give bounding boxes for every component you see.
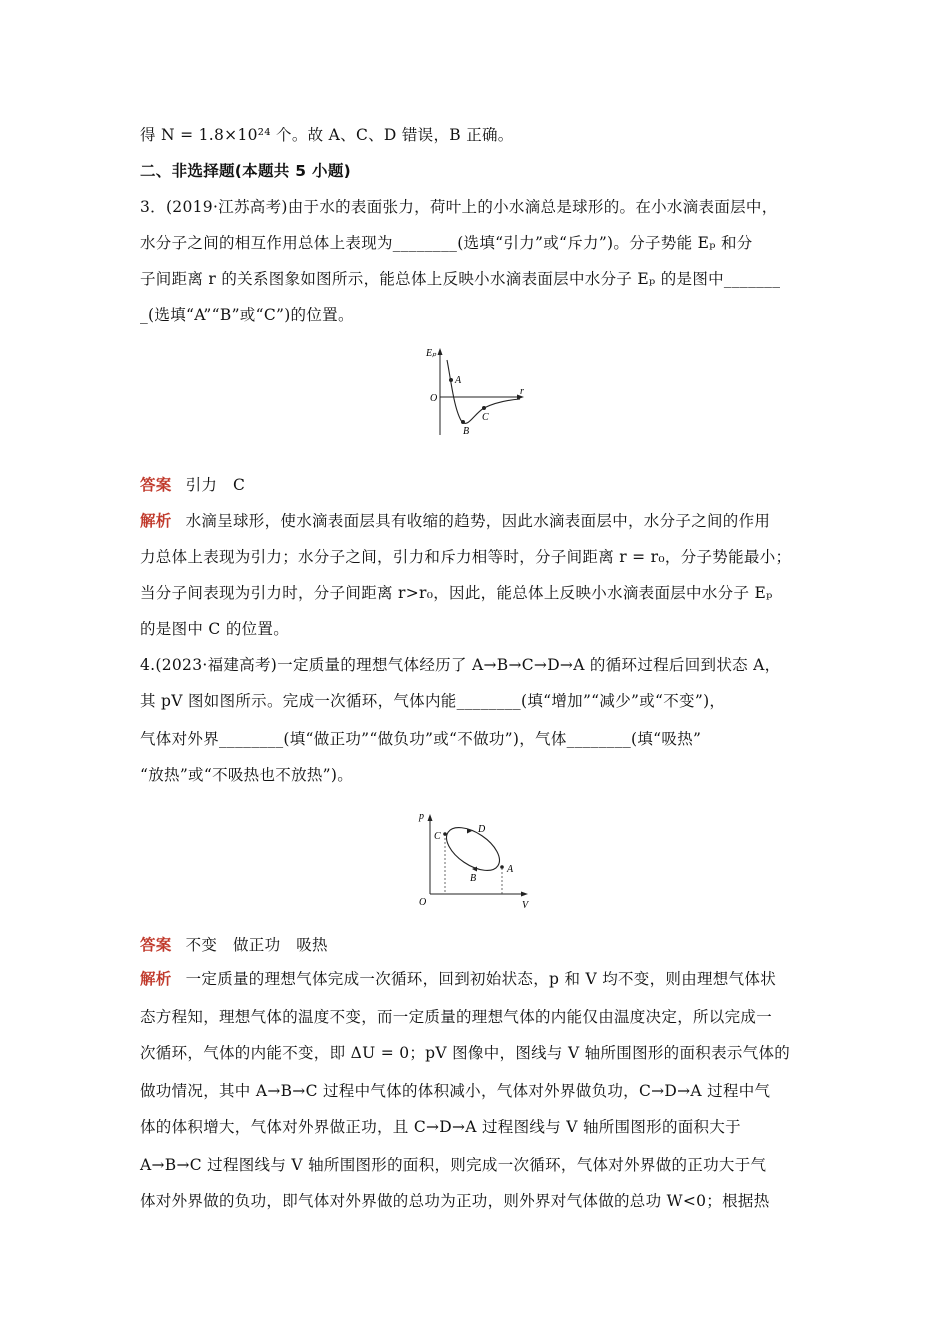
question-3-line: _(选填“A”“B”或“C”)的位置。	[140, 306, 354, 324]
v-axis-arrow	[521, 892, 528, 897]
point-c	[482, 406, 486, 410]
question-4-line: 4.(2023·福建高考)一定质量的理想气体经历了 A→B→C→D→A 的循环过程后回到状态 A，	[140, 656, 781, 674]
answer-text: 引力 C	[185, 476, 246, 494]
question-3-line: 3．(2019·江苏高考)由于水的表面张力，荷叶上的小水滴总是球形的。在小水滴表面层中，	[140, 198, 778, 216]
analysis-line: 态方程知，理想气体的温度不变，而一定质量的理想气体的内能仅由温度决定，所以完成一	[140, 1008, 773, 1026]
analysis-line: 的是图中 C 的位置。	[140, 620, 290, 638]
point-a	[500, 865, 504, 869]
analysis-label: 解析	[140, 970, 172, 988]
analysis-text: 水滴呈球形，使水滴表面层具有收缩的趋势，因此水滴表面层中，水分子之间的作用	[185, 512, 771, 530]
point-c-label: C	[434, 831, 441, 842]
point-c	[443, 832, 447, 836]
analysis-line: 体对外界做的负功，即气体对外界做的总功为正功，则外界对气体做的总功 W<0；根据热	[140, 1192, 770, 1210]
pv-figure	[410, 806, 540, 914]
section-heading: 二、非选择题(本题共 5 小题)	[140, 162, 352, 180]
p-axis-label: p	[419, 811, 424, 822]
p-axis-arrow	[428, 814, 433, 821]
y-axis-arrow	[438, 348, 443, 355]
cycle-ellipse	[439, 819, 507, 879]
point-b-label: B	[470, 873, 477, 884]
question-3-line: 子间距离 r 的关系图象如图所示，能总体上反映小水滴表面层中水分子 Eₚ 的是图中_______	[140, 270, 781, 288]
point-a-label: A	[455, 375, 462, 386]
point-b-label: B	[463, 426, 470, 437]
question-3-line: 水分子之间的相互作用总体上表现为________(选填“引力”或“斥力”)。分子势能 Eₚ 和分	[140, 234, 753, 252]
analysis-label: 解析	[140, 512, 172, 530]
analysis-line: 力总体上表现为引力；水分子之间，引力和斥力相等时，分子间距离 r = r₀，分子势能最小；	[140, 548, 792, 566]
analysis-line: 体的体积增大，气体对外界做正功，且 C→D→A 过程图线与 V 轴所围图形的面积大于	[140, 1118, 741, 1136]
origin-label: O	[430, 393, 438, 404]
answer-label: 答案	[140, 476, 172, 494]
text-line: 得 N = 1.8×10²⁴ 个。故 A、C、D 错误，B 正确。	[140, 126, 514, 144]
analysis-line: 做功情况，其中 A→B→C 过程中气体的体积减小，气体对外界做负功，C→D→A 过程中气	[140, 1082, 771, 1100]
point-c-label: C	[482, 412, 489, 423]
x-axis-label: r	[520, 386, 524, 397]
origin-label: O	[419, 897, 427, 908]
analysis-text: 一定质量的理想气体完成一次循环，回到初始状态，p 和 V 均不变，则由理想气体状	[185, 970, 777, 988]
analysis-line	[140, 510, 820, 532]
y-axis-label: Eₚ	[426, 348, 437, 359]
answer-line	[140, 934, 820, 956]
answer-text: 不变 做正功 吸热	[185, 936, 328, 954]
analysis-line: A→B→C 过程图线与 V 轴所围图形的面积，则完成一次循环，气体对外界做的正功大于气	[140, 1156, 767, 1174]
answer-line	[140, 474, 820, 496]
question-4-line: 气体对外界________(填“做正功”“做负功”或“不做功”)，气体________(填“吸热”	[140, 730, 702, 748]
analysis-line	[140, 968, 820, 990]
point-b	[461, 420, 465, 424]
ep-r-figure	[420, 340, 530, 440]
question-4-line: 其 pV 图如图所示。完成一次循环，气体内能________(填“增加”“减少”或“不变”)，	[140, 692, 726, 710]
point-a	[449, 378, 453, 382]
answer-label: 答案	[140, 936, 172, 954]
analysis-line: 次循环，气体的内能不变，即 ΔU = 0；pV 图像中，图线与 V 轴所围图形的面积表示气体的	[140, 1044, 791, 1062]
point-d-label: D	[478, 824, 486, 835]
point-a-label: A	[507, 864, 514, 875]
v-axis-label: V	[522, 900, 529, 911]
question-4-line: “放热”或“不吸热也不放热”)。	[140, 766, 354, 784]
analysis-line: 当分子间表现为引力时，分子间距离 r>r₀，因此，能总体上反映小水滴表面层中水分子 Eₚ	[140, 584, 773, 602]
